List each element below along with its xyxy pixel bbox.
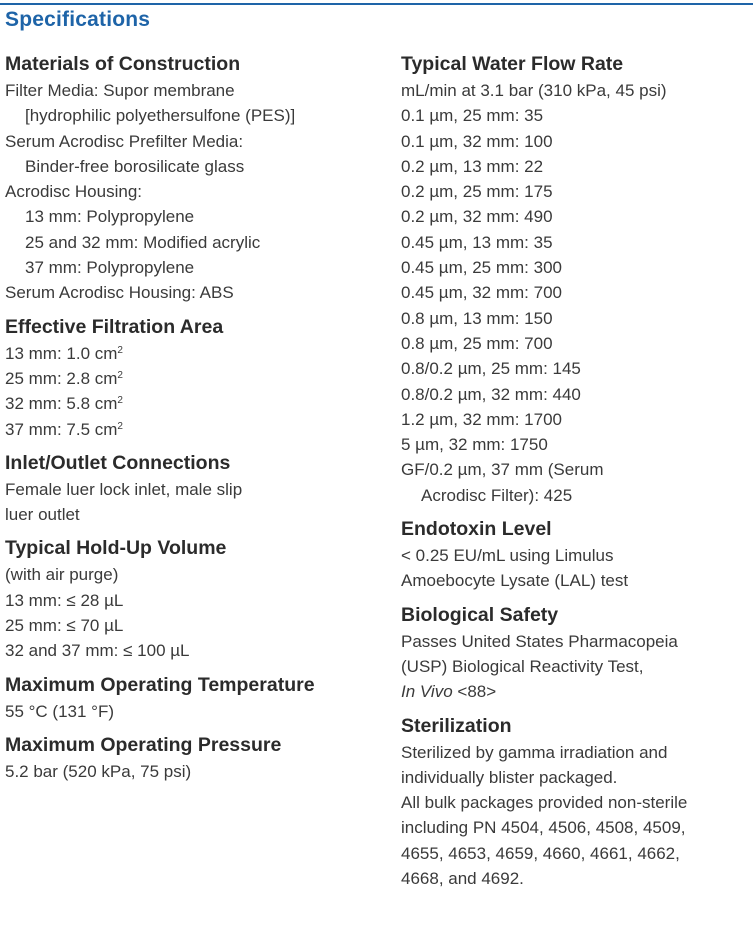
section-title: Effective Filtration Area	[5, 315, 224, 338]
spec-line: 13 mm: Polypropylene	[25, 207, 195, 227]
spec-line: mL/min at 3.1 bar (310 kPa, 45 psi)	[401, 81, 667, 100]
spec-line: Sterilized by gamma irradiation and	[401, 742, 668, 762]
spec-line: 0.8 µm, 13 mm: 150	[401, 308, 553, 328]
spec-line: Acrodisc Housing:	[5, 182, 143, 202]
spec-line: [hydrophilic polyethersulfone (PES)]	[25, 106, 296, 126]
area-value: 25 mm: 2.8 cm	[5, 368, 118, 388]
spec-line: Passes United States Pharmacopeia	[401, 631, 678, 651]
biological-safety-section	[401, 603, 746, 705]
section-title: Typical Water Flow Rate	[401, 53, 624, 75]
spec-line: 0.1 µm, 25 mm: 35	[401, 106, 544, 126]
spec-line: 0.8 µm, 25 mm: 700	[401, 333, 553, 353]
spec-line	[5, 391, 390, 416]
section-title: Biological Safety	[401, 603, 559, 626]
spec-line: 5 µm, 32 mm: 1750	[401, 435, 548, 455]
spec-line: < 0.25 EU/mL using Limulus	[401, 546, 614, 566]
spec-line: 25 mm: ≤ 70 µL	[5, 616, 124, 636]
spec-line: Filter Media: Supor membrane	[5, 81, 235, 100]
endotoxin-section	[401, 517, 746, 594]
spec-line: 32 and 37 mm: ≤ 100 µL	[5, 641, 190, 661]
spec-line: Female luer lock inlet, male slip	[5, 479, 243, 499]
spec-line: individually blister packaged.	[401, 767, 618, 787]
section-title: Typical Hold-Up Volume	[5, 537, 227, 560]
connections-section	[5, 451, 390, 528]
spec-line: 0.45 µm, 13 mm: 35	[401, 232, 553, 252]
spec-line: All bulk packages provided non-sterile	[401, 793, 688, 813]
spec-line: 55 °C (131 °F)	[5, 701, 115, 721]
area-value: 13 mm: 1.0 cm	[5, 343, 118, 363]
section-title: Maximum Operating Pressure	[5, 733, 282, 756]
spec-line	[5, 417, 390, 442]
spec-line: Serum Acrodisc Prefilter Media:	[5, 131, 244, 151]
superscript: 2	[117, 420, 123, 432]
superscript: 2	[117, 369, 123, 381]
section-title: Endotoxin Level	[401, 518, 552, 541]
sterilization-section	[401, 714, 746, 892]
area-value: 32 mm: 5.8 cm	[5, 394, 118, 414]
spec-line: 4655, 4653, 4659, 4660, 4661, 4662,	[401, 843, 680, 863]
italic-term: In Vivo	[401, 682, 453, 702]
left-column	[5, 52, 390, 793]
spec-line	[5, 341, 390, 366]
temperature-section	[5, 673, 390, 724]
section-title: Sterilization	[401, 714, 512, 737]
spec-line: 25 and 32 mm: Modified acrylic	[25, 232, 261, 252]
materials-section	[5, 52, 390, 306]
spec-line: 0.1 µm, 32 mm: 100	[401, 131, 553, 151]
header-rule	[0, 3, 753, 5]
spec-line: Amoebocyte Lysate (LAL) test	[401, 571, 629, 591]
superscript: 2	[117, 395, 123, 407]
spec-line: Binder-free borosilicate glass	[25, 156, 245, 176]
flow-rate-section	[401, 52, 746, 508]
spec-line: GF/0.2 µm, 37 mm (Serum	[401, 460, 604, 480]
spec-line: including PN 4504, 4506, 4508, 4509,	[401, 818, 686, 838]
pressure-section	[5, 733, 390, 784]
spec-line: 0.8/0.2 µm, 25 mm: 145	[401, 359, 581, 379]
test-code: <88>	[452, 682, 497, 702]
spec-line: 37 mm: Polypropylene	[25, 258, 195, 278]
spec-line: 1.2 µm, 32 mm: 1700	[401, 409, 562, 429]
spec-line: 4668, and 4692.	[401, 869, 524, 889]
spec-line: 13 mm: ≤ 28 µL	[5, 590, 124, 610]
spec-line: Acrodisc Filter): 425	[421, 485, 573, 505]
spec-line	[5, 366, 390, 391]
spec-line: luer outlet	[5, 505, 80, 525]
spec-line: 0.2 µm, 13 mm: 22	[401, 156, 544, 176]
spec-line: 0.45 µm, 32 mm: 700	[401, 283, 562, 303]
spec-line: 0.8/0.2 µm, 32 mm: 440	[401, 384, 581, 404]
filtration-area-section	[5, 315, 390, 442]
right-column	[401, 52, 746, 900]
spec-line	[401, 679, 746, 704]
spec-line: 5.2 bar (520 kPa, 75 psi)	[5, 761, 192, 781]
section-title: Maximum Operating Temperature	[5, 673, 315, 696]
page-title: Specifications	[5, 8, 151, 31]
area-value: 37 mm: 7.5 cm	[5, 419, 118, 439]
spec-line: Serum Acrodisc Housing: ABS	[5, 283, 234, 303]
section-title: Materials of Construction	[5, 53, 241, 75]
spec-line: 0.2 µm, 32 mm: 490	[401, 207, 553, 227]
section-title: Inlet/Outlet Connections	[5, 451, 231, 474]
holdup-section	[5, 536, 390, 663]
spec-line: (with air purge)	[5, 565, 119, 585]
spec-line: 0.2 µm, 25 mm: 175	[401, 182, 553, 202]
spec-line: (USP) Biological Reactivity Test,	[401, 656, 644, 676]
spec-line: 0.45 µm, 25 mm: 300	[401, 258, 562, 278]
superscript: 2	[117, 344, 123, 356]
